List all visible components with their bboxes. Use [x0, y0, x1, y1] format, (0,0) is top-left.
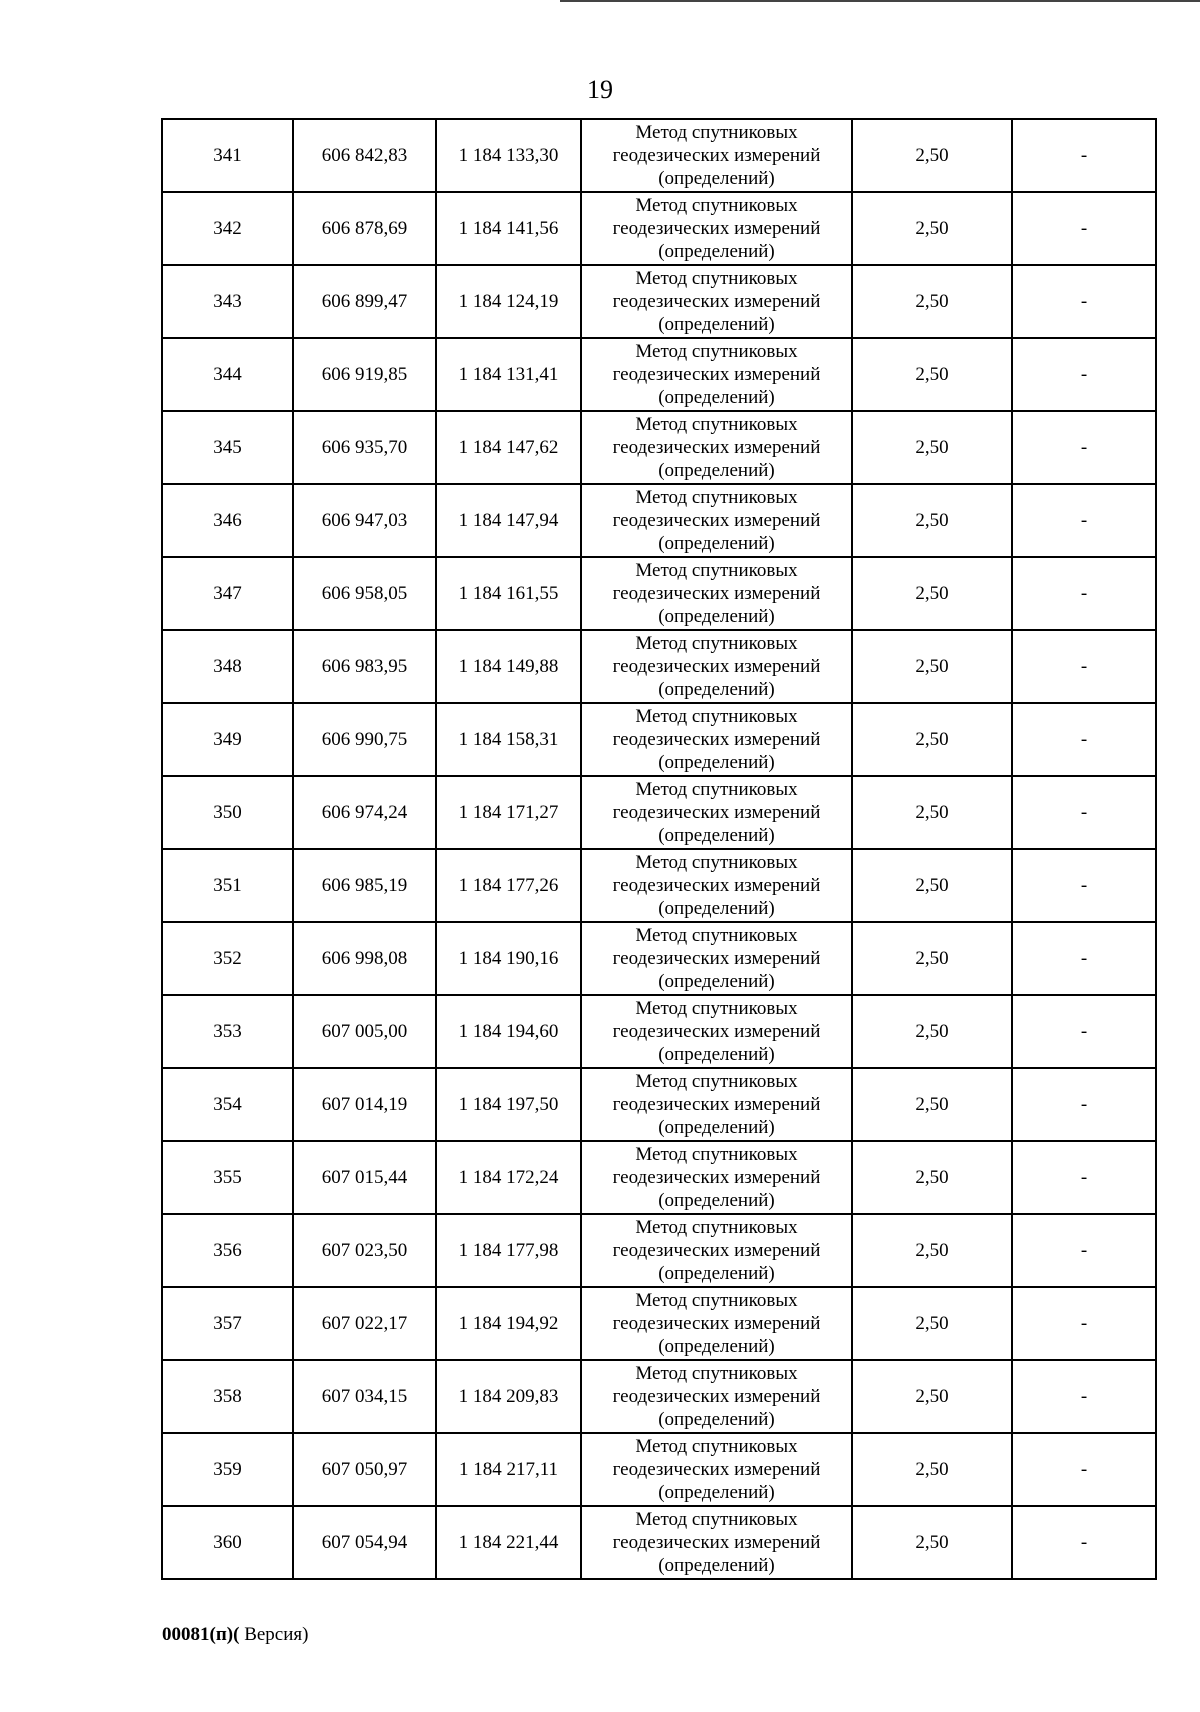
- table-row: [162, 776, 1156, 849]
- method-cell: [581, 338, 852, 411]
- method-cell: [581, 265, 852, 338]
- y-coordinate-cell: 1 184 172,24: [436, 1141, 581, 1214]
- method-line: (определений): [658, 606, 775, 627]
- description-cell: -: [1012, 1433, 1156, 1506]
- point-number-cell: 351: [162, 849, 293, 922]
- footer-version: Версия): [239, 1624, 309, 1645]
- point-number-cell: 342: [162, 192, 293, 265]
- x-coordinate-cell: 607 034,15: [293, 1360, 436, 1433]
- method-line: (определений): [658, 533, 775, 554]
- method-line: (определений): [658, 1482, 775, 1503]
- method-line: (определений): [658, 1117, 775, 1138]
- y-coordinate-cell: 1 184 124,19: [436, 265, 581, 338]
- method-line: геодезических измерений: [612, 218, 821, 239]
- accuracy-cell: 2,50: [852, 703, 1012, 776]
- description-cell: -: [1012, 1360, 1156, 1433]
- y-coordinate-cell: 1 184 177,98: [436, 1214, 581, 1287]
- table-row: [162, 703, 1156, 776]
- method-line: Метод спутниковых: [635, 1509, 798, 1530]
- x-coordinate-cell: 607 023,50: [293, 1214, 436, 1287]
- method-line: геодезических измерений: [612, 729, 821, 750]
- method-line: Метод спутниковых: [635, 1071, 798, 1092]
- method-line: Метод спутниковых: [635, 779, 798, 800]
- table-row: [162, 995, 1156, 1068]
- method-line: (определений): [658, 1044, 775, 1065]
- point-number-cell: 350: [162, 776, 293, 849]
- method-line: Метод спутниковых: [635, 1144, 798, 1165]
- y-coordinate-cell: 1 184 194,60: [436, 995, 581, 1068]
- page-number: 19: [587, 75, 613, 104]
- accuracy-cell: 2,50: [852, 1141, 1012, 1214]
- description-cell: -: [1012, 1141, 1156, 1214]
- method-cell: [581, 922, 852, 995]
- method-line: (определений): [658, 1409, 775, 1430]
- x-coordinate-cell: 606 947,03: [293, 484, 436, 557]
- method-line: геодезических измерений: [612, 510, 821, 531]
- method-line: Метод спутниковых: [635, 1436, 798, 1457]
- accuracy-cell: 2,50: [852, 922, 1012, 995]
- accuracy-cell: 2,50: [852, 1214, 1012, 1287]
- method-line: геодезических измерений: [612, 145, 821, 166]
- method-cell: [581, 776, 852, 849]
- table-row: [162, 849, 1156, 922]
- table-row: [162, 1287, 1156, 1360]
- x-coordinate-cell: 607 050,97: [293, 1433, 436, 1506]
- table-row: [162, 1506, 1156, 1579]
- x-coordinate-cell: 606 974,24: [293, 776, 436, 849]
- table-row: [162, 630, 1156, 703]
- method-line: геодезических измерений: [612, 583, 821, 604]
- accuracy-cell: 2,50: [852, 265, 1012, 338]
- description-cell: -: [1012, 1068, 1156, 1141]
- accuracy-cell: 2,50: [852, 776, 1012, 849]
- footer-code: 00081(п)(: [162, 1624, 240, 1645]
- table-row: [162, 1068, 1156, 1141]
- method-line: (определений): [658, 460, 775, 481]
- method-line: геодезических измерений: [612, 802, 821, 823]
- method-line: Метод спутниковых: [635, 122, 798, 143]
- method-line: Метод спутниковых: [635, 1363, 798, 1384]
- y-coordinate-cell: 1 184 177,26: [436, 849, 581, 922]
- method-line: геодезических измерений: [612, 437, 821, 458]
- accuracy-cell: 2,50: [852, 1360, 1012, 1433]
- accuracy-cell: 2,50: [852, 411, 1012, 484]
- point-number-cell: 354: [162, 1068, 293, 1141]
- method-line: (определений): [658, 752, 775, 773]
- point-number-cell: 353: [162, 995, 293, 1068]
- x-coordinate-cell: 606 998,08: [293, 922, 436, 995]
- y-coordinate-cell: 1 184 147,94: [436, 484, 581, 557]
- method-line: геодезических измерений: [612, 291, 821, 312]
- table-row: [162, 1360, 1156, 1433]
- x-coordinate-cell: 606 878,69: [293, 192, 436, 265]
- method-line: (определений): [658, 314, 775, 335]
- method-line: геодезических измерений: [612, 875, 821, 896]
- method-line: Метод спутниковых: [635, 1217, 798, 1238]
- accuracy-cell: 2,50: [852, 557, 1012, 630]
- method-line: Метод спутниковых: [635, 268, 798, 289]
- method-line: Метод спутниковых: [635, 341, 798, 362]
- table-row: [162, 119, 1156, 192]
- method-cell: [581, 1360, 852, 1433]
- method-line: геодезических измерений: [612, 948, 821, 969]
- method-line: Метод спутниковых: [635, 633, 798, 654]
- description-cell: -: [1012, 703, 1156, 776]
- x-coordinate-cell: 606 958,05: [293, 557, 436, 630]
- table-row: [162, 265, 1156, 338]
- method-cell: [581, 192, 852, 265]
- description-cell: -: [1012, 411, 1156, 484]
- description-cell: -: [1012, 265, 1156, 338]
- y-coordinate-cell: 1 184 131,41: [436, 338, 581, 411]
- description-cell: -: [1012, 119, 1156, 192]
- accuracy-cell: 2,50: [852, 1506, 1012, 1579]
- y-coordinate-cell: 1 184 133,30: [436, 119, 581, 192]
- point-number-cell: 349: [162, 703, 293, 776]
- description-cell: -: [1012, 995, 1156, 1068]
- table-row: [162, 338, 1156, 411]
- method-line: Метод спутниковых: [635, 414, 798, 435]
- method-line: (определений): [658, 1555, 775, 1576]
- method-cell: [581, 630, 852, 703]
- y-coordinate-cell: 1 184 190,16: [436, 922, 581, 995]
- method-cell: [581, 1214, 852, 1287]
- accuracy-cell: 2,50: [852, 484, 1012, 557]
- method-line: геодезических измерений: [612, 1021, 821, 1042]
- description-cell: -: [1012, 338, 1156, 411]
- description-cell: -: [1012, 192, 1156, 265]
- point-number-cell: 360: [162, 1506, 293, 1579]
- description-cell: -: [1012, 630, 1156, 703]
- method-line: Метод спутниковых: [635, 998, 798, 1019]
- point-number-cell: 341: [162, 119, 293, 192]
- method-line: геодезических измерений: [612, 656, 821, 677]
- method-line: геодезических измерений: [612, 1532, 821, 1553]
- y-coordinate-cell: 1 184 197,50: [436, 1068, 581, 1141]
- point-number-cell: 347: [162, 557, 293, 630]
- table-row: [162, 922, 1156, 995]
- x-coordinate-cell: 606 983,95: [293, 630, 436, 703]
- x-coordinate-cell: 607 005,00: [293, 995, 436, 1068]
- x-coordinate-cell: 606 990,75: [293, 703, 436, 776]
- x-coordinate-cell: 607 054,94: [293, 1506, 436, 1579]
- y-coordinate-cell: 1 184 161,55: [436, 557, 581, 630]
- description-cell: -: [1012, 776, 1156, 849]
- point-number-cell: 346: [162, 484, 293, 557]
- x-coordinate-cell: 607 014,19: [293, 1068, 436, 1141]
- method-line: (определений): [658, 679, 775, 700]
- x-coordinate-cell: 606 899,47: [293, 265, 436, 338]
- method-line: (определений): [658, 1190, 775, 1211]
- method-cell: [581, 484, 852, 557]
- method-line: Метод спутниковых: [635, 487, 798, 508]
- y-coordinate-cell: 1 184 217,11: [436, 1433, 581, 1506]
- y-coordinate-cell: 1 184 141,56: [436, 192, 581, 265]
- description-cell: -: [1012, 557, 1156, 630]
- method-line: геодезических измерений: [612, 1386, 821, 1407]
- method-line: (определений): [658, 241, 775, 262]
- accuracy-cell: 2,50: [852, 338, 1012, 411]
- method-line: (определений): [658, 387, 775, 408]
- method-cell: [581, 703, 852, 776]
- point-number-cell: 358: [162, 1360, 293, 1433]
- method-cell: [581, 1433, 852, 1506]
- table-row: [162, 1141, 1156, 1214]
- method-cell: [581, 411, 852, 484]
- accuracy-cell: 2,50: [852, 192, 1012, 265]
- table-row: [162, 192, 1156, 265]
- y-coordinate-cell: 1 184 194,92: [436, 1287, 581, 1360]
- method-line: геодезических измерений: [612, 1240, 821, 1261]
- x-coordinate-cell: 607 015,44: [293, 1141, 436, 1214]
- method-line: Метод спутниковых: [635, 560, 798, 581]
- method-cell: [581, 1506, 852, 1579]
- point-number-cell: 357: [162, 1287, 293, 1360]
- x-coordinate-cell: 606 935,70: [293, 411, 436, 484]
- coordinates-table: [161, 118, 1157, 1580]
- accuracy-cell: 2,50: [852, 1068, 1012, 1141]
- method-line: геодезических измерений: [612, 1094, 821, 1115]
- method-cell: [581, 995, 852, 1068]
- point-number-cell: 348: [162, 630, 293, 703]
- point-number-cell: 359: [162, 1433, 293, 1506]
- method-line: Метод спутниковых: [635, 1290, 798, 1311]
- point-number-cell: 356: [162, 1214, 293, 1287]
- accuracy-cell: 2,50: [852, 630, 1012, 703]
- table-row: [162, 411, 1156, 484]
- point-number-cell: 355: [162, 1141, 293, 1214]
- accuracy-cell: 2,50: [852, 1433, 1012, 1506]
- point-number-cell: 345: [162, 411, 293, 484]
- description-cell: -: [1012, 484, 1156, 557]
- table-row: [162, 484, 1156, 557]
- description-cell: -: [1012, 849, 1156, 922]
- accuracy-cell: 2,50: [852, 995, 1012, 1068]
- method-line: геодезических измерений: [612, 364, 821, 385]
- x-coordinate-cell: 607 022,17: [293, 1287, 436, 1360]
- method-line: геодезических измерений: [612, 1167, 821, 1188]
- method-cell: [581, 119, 852, 192]
- table-row: [162, 1214, 1156, 1287]
- method-cell: [581, 1141, 852, 1214]
- method-line: геодезических измерений: [612, 1313, 821, 1334]
- accuracy-cell: 2,50: [852, 119, 1012, 192]
- method-line: Метод спутниковых: [635, 195, 798, 216]
- method-line: геодезических измерений: [612, 1459, 821, 1480]
- description-cell: -: [1012, 1287, 1156, 1360]
- description-cell: -: [1012, 1506, 1156, 1579]
- method-line: Метод спутниковых: [635, 925, 798, 946]
- point-number-cell: 343: [162, 265, 293, 338]
- accuracy-cell: 2,50: [852, 849, 1012, 922]
- method-line: (определений): [658, 1336, 775, 1357]
- method-line: (определений): [658, 825, 775, 846]
- point-number-cell: 352: [162, 922, 293, 995]
- point-number-cell: 344: [162, 338, 293, 411]
- y-coordinate-cell: 1 184 171,27: [436, 776, 581, 849]
- method-line: (определений): [658, 168, 775, 189]
- description-cell: -: [1012, 1214, 1156, 1287]
- method-line: Метод спутниковых: [635, 852, 798, 873]
- method-cell: [581, 849, 852, 922]
- method-cell: [581, 1068, 852, 1141]
- y-coordinate-cell: 1 184 149,88: [436, 630, 581, 703]
- x-coordinate-cell: 606 985,19: [293, 849, 436, 922]
- x-coordinate-cell: 606 919,85: [293, 338, 436, 411]
- x-coordinate-cell: 606 842,83: [293, 119, 436, 192]
- document-footer: [162, 1623, 308, 1647]
- y-coordinate-cell: 1 184 209,83: [436, 1360, 581, 1433]
- method-line: (определений): [658, 1263, 775, 1284]
- top-border-line: [560, 0, 1200, 2]
- method-cell: [581, 1287, 852, 1360]
- method-line: Метод спутниковых: [635, 706, 798, 727]
- method-cell: [581, 557, 852, 630]
- y-coordinate-cell: 1 184 158,31: [436, 703, 581, 776]
- accuracy-cell: 2,50: [852, 1287, 1012, 1360]
- table-row: [162, 1433, 1156, 1506]
- table-row: [162, 557, 1156, 630]
- coordinates-table-body: [162, 119, 1156, 1579]
- description-cell: -: [1012, 922, 1156, 995]
- method-line: (определений): [658, 971, 775, 992]
- method-line: (определений): [658, 898, 775, 919]
- y-coordinate-cell: 1 184 147,62: [436, 411, 581, 484]
- y-coordinate-cell: 1 184 221,44: [436, 1506, 581, 1579]
